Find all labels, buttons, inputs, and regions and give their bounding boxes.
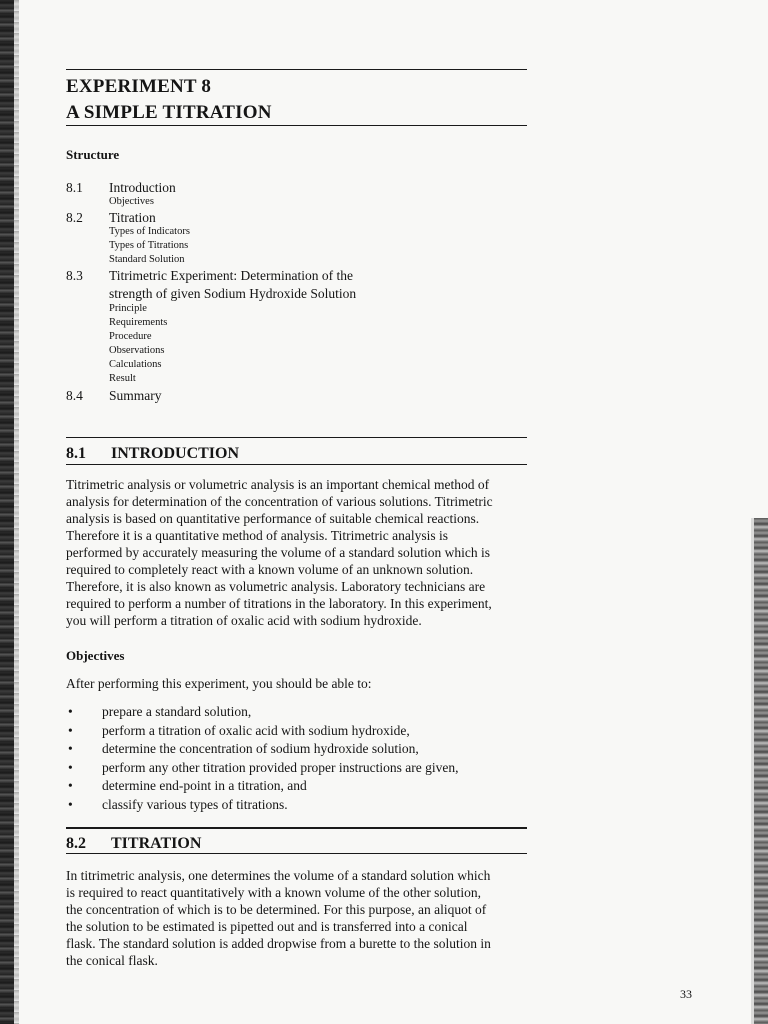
paragraph-line: In titrimetric analysis, one determines the volume of a standard solution which (66, 868, 491, 883)
toc-subitem: Observations (109, 345, 165, 356)
section-number: 8.2 (66, 835, 86, 852)
list-item (66, 759, 526, 778)
paragraph-line: the solution to be estimated is pipetted out and is transferred into a conical (66, 919, 468, 934)
bullet-icon: • (68, 796, 73, 812)
section-heading-titration (66, 835, 201, 853)
bullet-icon: • (68, 759, 73, 775)
list-item-text: perform any other titration provided proper instructions are given, (102, 759, 459, 775)
toc-title: Titrimetric Experiment: Determination of the (109, 268, 353, 283)
toc-number: 8.3 (66, 268, 83, 283)
titration-paragraph (66, 867, 526, 969)
section-title: INTRODUCTION (111, 445, 240, 462)
paragraph-line: analysis is based on quantitative performance of suitable chemical reactions. (66, 511, 480, 526)
paragraph-line: Therefore, it is also known as volumetric analysis. Laboratory technicians are (66, 579, 486, 594)
bullet-icon: • (68, 778, 73, 793)
list-item (66, 777, 526, 796)
objectives-list (66, 703, 526, 814)
list-item-text: determine the concentration of sodium hydroxide solution, (102, 741, 419, 756)
experiment-title: A SIMPLE TITRATION (66, 102, 272, 123)
section-number: 8.1 (66, 445, 86, 462)
scan-edge-right-shadow (751, 518, 754, 1024)
structure-heading: Structure (66, 147, 120, 162)
toc-subitem: Principle (109, 303, 147, 314)
objectives-heading: Objectives (66, 648, 125, 663)
section-8-1-top-rule (66, 437, 527, 438)
toc-subitem: Standard Solution (109, 254, 185, 265)
paragraph-line: analysis for determination of the concentration of various solutions. Titrimetric (66, 494, 493, 509)
paragraph-line: you will perform a titration of oxalic acid with sodium hydroxide. (66, 613, 422, 628)
toc-subitem: Procedure (109, 331, 152, 342)
section-title: TITRATION (111, 835, 202, 852)
objectives-intro: After performing this experiment, you should be able to: (66, 676, 372, 691)
list-item-text: determine end-point in a titration, and (102, 778, 307, 793)
header-bottom-rule (66, 125, 527, 126)
bullet-icon: • (68, 704, 73, 719)
bullet-icon: • (68, 722, 73, 738)
toc-title: strength of given Sodium Hydroxide Solution (109, 286, 357, 301)
paragraph-line: is required to react quantitatively with a known volume of the other solution, (66, 885, 482, 900)
toc-subitem: Types of Indicators (109, 226, 190, 237)
toc-subitem: Calculations (109, 359, 162, 370)
paragraph-line: Therefore it is a quantitative method of analysis. Titrimetric analysis is (66, 528, 449, 543)
page-number: 33 (680, 987, 692, 1001)
experiment-label: EXPERIMENT 8 (66, 76, 212, 97)
list-item (66, 703, 526, 722)
list-item (66, 722, 526, 741)
section-8-1-bottom-rule (66, 464, 527, 465)
header-top-rule (66, 69, 527, 70)
section-heading-introduction (66, 445, 239, 463)
paragraph-line: required to completely react with a known volume of an unknown solution. (66, 562, 474, 577)
paragraph-line: performed by accurately measuring the volume of a standard solution which is (66, 545, 490, 560)
toc-title: Introduction (109, 180, 176, 195)
paragraph-line: the concentration of which is to be determined. For this purpose, an aliquot of (66, 902, 487, 917)
section-8-2-top-rule (66, 827, 527, 829)
toc-subitem: Result (109, 373, 136, 384)
list-item (66, 740, 526, 759)
paragraph-line: Titrimetric analysis or volumetric analysis is an important chemical method of (66, 477, 490, 492)
toc-title: Summary (109, 388, 162, 403)
toc-subitem: Requirements (109, 317, 168, 328)
paragraph-line: flask. The standard solution is added dropwise from a burette to the solution in (66, 936, 491, 951)
list-item-text: classify various types of titrations. (102, 796, 288, 812)
toc-number: 8.1 (66, 180, 83, 195)
toc-subitem: Objectives (109, 196, 154, 207)
toc-title: Titration (109, 210, 156, 225)
section-8-2-bottom-rule (66, 853, 527, 854)
toc-number: 8.4 (66, 388, 83, 403)
scan-edge-right (754, 518, 768, 1024)
list-item-text: prepare a standard solution, (102, 704, 252, 719)
scan-edge-left-shadow (14, 0, 19, 1024)
bullet-icon: • (68, 741, 73, 756)
introduction-paragraph (66, 476, 526, 629)
scan-edge-left (0, 0, 14, 1024)
list-item (66, 796, 526, 815)
paragraph-line: required to perform a number of titrations in the laboratory. In this experiment, (66, 596, 492, 611)
list-item-text: perform a titration of oxalic acid with sodium hydroxide, (102, 722, 410, 738)
toc-subitem: Types of Titrations (109, 240, 189, 251)
paragraph-line: the conical flask. (66, 953, 158, 968)
toc-number: 8.2 (66, 210, 83, 225)
